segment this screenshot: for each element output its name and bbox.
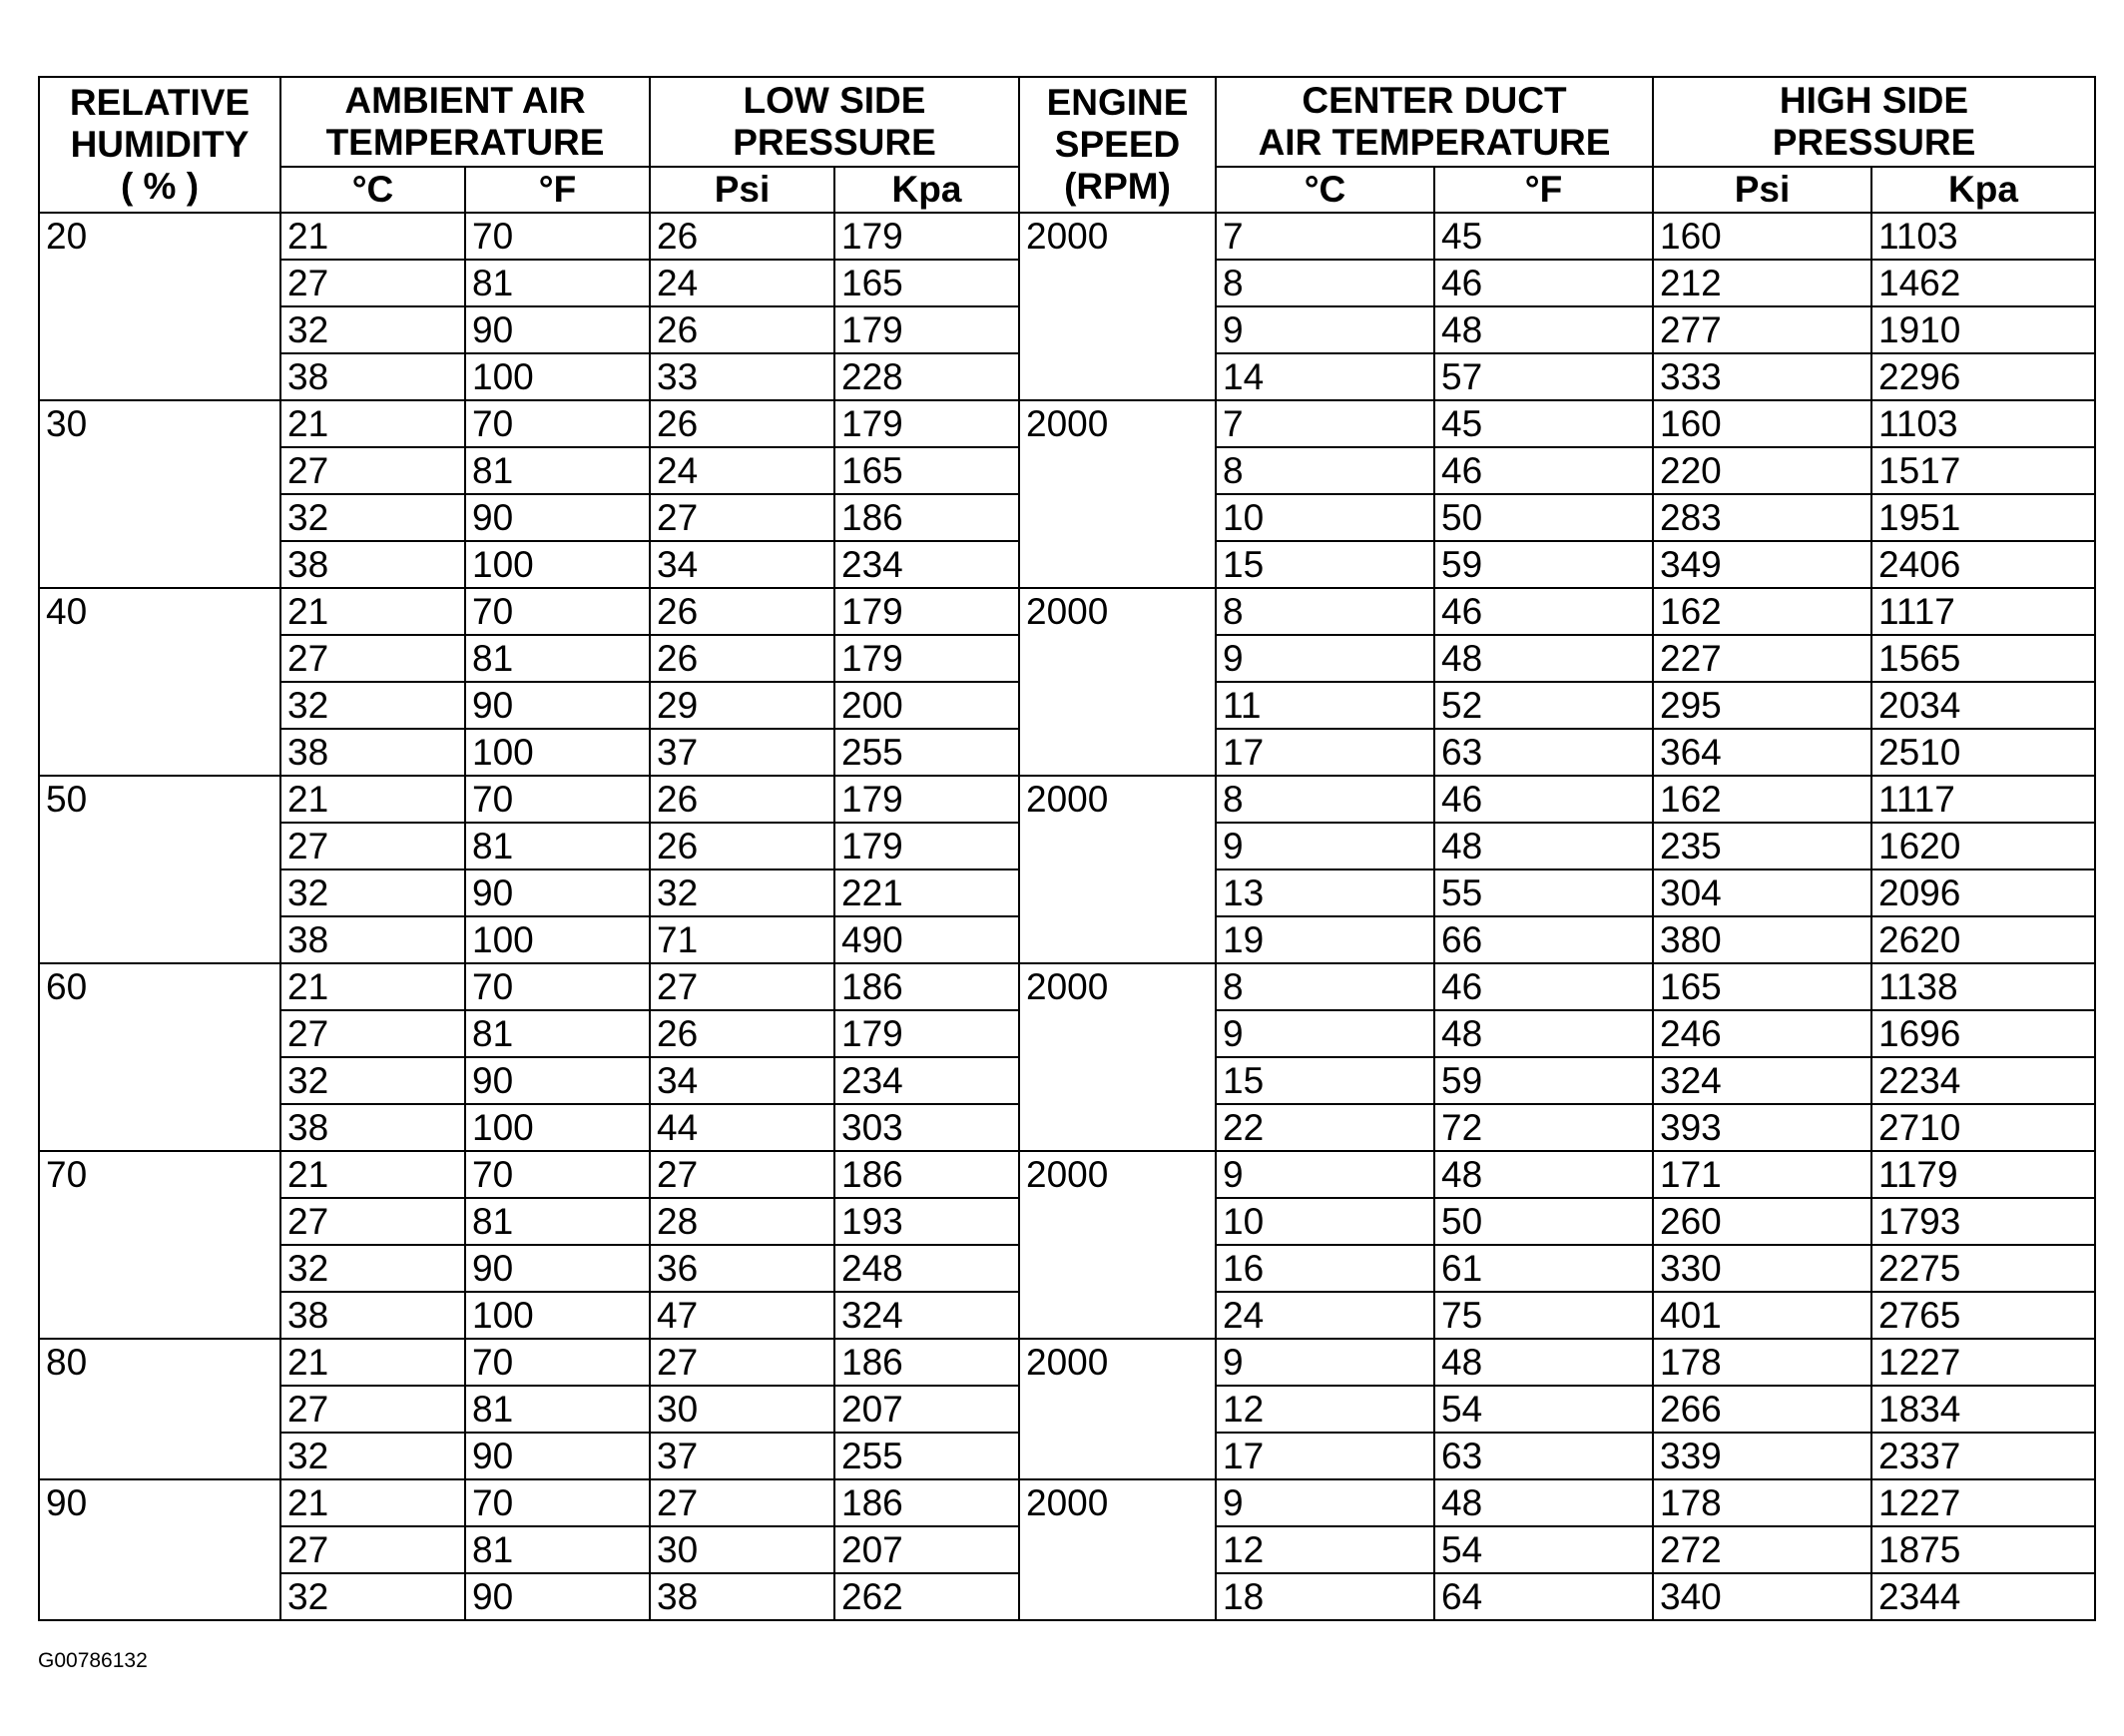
- high-side-psi-cell: 340: [1653, 1573, 1871, 1620]
- high-side-kpa-cell: 1227: [1871, 1339, 2095, 1386]
- high-side-psi-cell: 178: [1653, 1479, 1871, 1526]
- ambient-f-cell: 70: [465, 588, 650, 635]
- center-duct-c-cell: 12: [1216, 1386, 1434, 1433]
- high-side-kpa-cell: 1951: [1871, 494, 2095, 541]
- high-side-psi-cell: 235: [1653, 823, 1871, 869]
- ambient-c-cell: 38: [280, 353, 465, 400]
- humidity-cell: 20: [39, 213, 280, 400]
- center-duct-f-cell: 50: [1434, 494, 1653, 541]
- low-side-kpa-cell: 234: [834, 541, 1019, 588]
- center-duct-f-cell: 59: [1434, 541, 1653, 588]
- center-duct-f-cell: 48: [1434, 635, 1653, 682]
- ambient-c-cell: 21: [280, 213, 465, 260]
- high-side-kpa-cell: 1696: [1871, 1010, 2095, 1057]
- low-side-kpa-cell: 179: [834, 823, 1019, 869]
- ambient-c-cell: 27: [280, 447, 465, 494]
- center-duct-f-cell: 63: [1434, 729, 1653, 776]
- center-duct-c-cell: 8: [1216, 447, 1434, 494]
- ambient-c-cell: 38: [280, 916, 465, 963]
- ambient-f-cell: 70: [465, 1339, 650, 1386]
- high-side-kpa-cell: 1117: [1871, 776, 2095, 823]
- center-duct-f-cell: 52: [1434, 682, 1653, 729]
- low-side-psi-cell: 27: [650, 494, 834, 541]
- low-side-psi-cell: 26: [650, 400, 834, 447]
- ambient-f-cell: 70: [465, 776, 650, 823]
- ambient-f-cell: 90: [465, 494, 650, 541]
- ambient-c-cell: 21: [280, 1151, 465, 1198]
- ambient-c-cell: 32: [280, 1573, 465, 1620]
- low-side-psi-cell: 30: [650, 1526, 834, 1573]
- low-side-psi-cell: 24: [650, 260, 834, 306]
- high-side-kpa-cell: 1875: [1871, 1526, 2095, 1573]
- low-side-kpa-cell: 186: [834, 963, 1019, 1010]
- humidity-cell: 60: [39, 963, 280, 1151]
- center-duct-f-cell: 46: [1434, 447, 1653, 494]
- ambient-f-cell: 100: [465, 916, 650, 963]
- ambient-f-cell: 90: [465, 1057, 650, 1104]
- humidity-cell: 50: [39, 776, 280, 963]
- center-duct-c-cell: 9: [1216, 1151, 1434, 1198]
- low-side-kpa-cell: 186: [834, 1339, 1019, 1386]
- low-side-kpa-cell: 179: [834, 400, 1019, 447]
- low-side-psi-cell: 47: [650, 1292, 834, 1339]
- high-side-kpa-cell: 1103: [1871, 400, 2095, 447]
- ambient-f-cell: 90: [465, 1245, 650, 1292]
- center-duct-f-cell: 66: [1434, 916, 1653, 963]
- high-side-psi-cell: 220: [1653, 447, 1871, 494]
- high-side-kpa-cell: 2510: [1871, 729, 2095, 776]
- low-side-psi-cell: 27: [650, 1479, 834, 1526]
- center-duct-f-cell: 46: [1434, 963, 1653, 1010]
- ambient-f-cell: 90: [465, 869, 650, 916]
- center-duct-c-cell: 8: [1216, 963, 1434, 1010]
- low-side-kpa-cell: 303: [834, 1104, 1019, 1151]
- low-side-psi-cell: 26: [650, 635, 834, 682]
- low-side-kpa-cell: 221: [834, 869, 1019, 916]
- high-side-psi-cell: 339: [1653, 1433, 1871, 1479]
- ambient-c-cell: 32: [280, 682, 465, 729]
- ambient-c-cell: 27: [280, 260, 465, 306]
- ambient-c-cell: 32: [280, 494, 465, 541]
- center-duct-f-cell: 54: [1434, 1526, 1653, 1573]
- center-duct-f-cell: 46: [1434, 260, 1653, 306]
- low-side-kpa-cell: 165: [834, 260, 1019, 306]
- ambient-f-cell: 81: [465, 635, 650, 682]
- high-side-psi-cell: 393: [1653, 1104, 1871, 1151]
- low-side-kpa-cell: 234: [834, 1057, 1019, 1104]
- center-duct-c-cell: 9: [1216, 823, 1434, 869]
- ambient-f-cell: 70: [465, 213, 650, 260]
- center-duct-c-cell: 7: [1216, 400, 1434, 447]
- table-row: [39, 1151, 2095, 1198]
- low-side-kpa-cell: 179: [834, 588, 1019, 635]
- low-side-kpa-cell: 179: [834, 306, 1019, 353]
- relative-humidity-header: RELATIVE HUMIDITY ( % ): [39, 77, 280, 213]
- center-duct-c-cell: 19: [1216, 916, 1434, 963]
- low-side-psi-cell: 26: [650, 1010, 834, 1057]
- low-side-kpa-cell: 179: [834, 213, 1019, 260]
- low-side-kpa-cell: 207: [834, 1386, 1019, 1433]
- low-side-psi-cell: 27: [650, 963, 834, 1010]
- center-duct-f-cell: 48: [1434, 1479, 1653, 1526]
- center-duct-c-cell: 9: [1216, 1339, 1434, 1386]
- high-side-kpa-cell: 2344: [1871, 1573, 2095, 1620]
- low-side-kpa-cell: 165: [834, 447, 1019, 494]
- low-side-kpa-cell: 207: [834, 1526, 1019, 1573]
- center-duct-f-cell: 75: [1434, 1292, 1653, 1339]
- low-side-kpa-cell: 228: [834, 353, 1019, 400]
- low-side-psi-cell: 71: [650, 916, 834, 963]
- center-duct-f-cell: 48: [1434, 823, 1653, 869]
- center-duct-c-cell: 12: [1216, 1526, 1434, 1573]
- high-side-psi-cell: 171: [1653, 1151, 1871, 1198]
- low-side-kpa-cell: 248: [834, 1245, 1019, 1292]
- ambient-c-cell: 21: [280, 776, 465, 823]
- high-side-psi-cell: 277: [1653, 306, 1871, 353]
- table-row: [39, 400, 2095, 447]
- ambient-c-cell: 32: [280, 869, 465, 916]
- humidity-cell: 30: [39, 400, 280, 588]
- table-header: [39, 77, 2095, 213]
- high-side-kpa-unit: Kpa: [1871, 167, 2095, 213]
- center-duct-c-cell: 18: [1216, 1573, 1434, 1620]
- center-duct-f-cell: 48: [1434, 1151, 1653, 1198]
- low-side-kpa-cell: 186: [834, 1151, 1019, 1198]
- ambient-c-cell: 21: [280, 1339, 465, 1386]
- high-side-psi-cell: 272: [1653, 1526, 1871, 1573]
- figure-code: G00786132: [38, 1649, 148, 1672]
- ambient-f-cell: 90: [465, 1573, 650, 1620]
- low-side-kpa-cell: 186: [834, 1479, 1019, 1526]
- table-row: [39, 1479, 2095, 1526]
- ambient-f-cell: 70: [465, 1479, 650, 1526]
- low-side-kpa-cell: 255: [834, 1433, 1019, 1479]
- high-side-psi-cell: 380: [1653, 916, 1871, 963]
- center-duct-c-cell: 8: [1216, 588, 1434, 635]
- humidity-cell: 70: [39, 1151, 280, 1339]
- ambient-f-cell: 100: [465, 729, 650, 776]
- center-duct-f-cell: 48: [1434, 1010, 1653, 1057]
- high-side-psi-cell: 162: [1653, 776, 1871, 823]
- center-duct-f-cell: 48: [1434, 306, 1653, 353]
- high-side-kpa-cell: 2620: [1871, 916, 2095, 963]
- ambient-f-cell: 81: [465, 260, 650, 306]
- ambient-c-cell: 38: [280, 1104, 465, 1151]
- low-side-psi-cell: 26: [650, 213, 834, 260]
- humidity-cell: 40: [39, 588, 280, 776]
- center-duct-c-unit: °C: [1216, 167, 1434, 213]
- low-side-kpa-cell: 186: [834, 494, 1019, 541]
- center-duct-c-cell: 8: [1216, 260, 1434, 306]
- engine-speed-cell: 2000: [1019, 776, 1216, 963]
- low-side-psi-cell: 34: [650, 541, 834, 588]
- table-body: [39, 213, 2095, 1620]
- center-duct-c-cell: 9: [1216, 306, 1434, 353]
- engine-speed-cell: 2000: [1019, 1479, 1216, 1620]
- low-side-psi-cell: 26: [650, 823, 834, 869]
- ambient-f-cell: 100: [465, 541, 650, 588]
- center-duct-f-cell: 61: [1434, 1245, 1653, 1292]
- high-side-psi-cell: 295: [1653, 682, 1871, 729]
- ambient-f-cell: 90: [465, 306, 650, 353]
- center-duct-c-cell: 11: [1216, 682, 1434, 729]
- high-side-psi-cell: 283: [1653, 494, 1871, 541]
- center-duct-f-cell: 54: [1434, 1386, 1653, 1433]
- ambient-c-cell: 27: [280, 635, 465, 682]
- low-side-psi-cell: 27: [650, 1339, 834, 1386]
- ambient-c-cell: 27: [280, 1010, 465, 1057]
- low-side-kpa-unit: Kpa: [834, 167, 1019, 213]
- high-side-kpa-cell: 2765: [1871, 1292, 2095, 1339]
- ambient-c-cell: 21: [280, 588, 465, 635]
- table-row: [39, 1339, 2095, 1386]
- engine-speed-cell: 2000: [1019, 963, 1216, 1151]
- high-side-kpa-cell: 1565: [1871, 635, 2095, 682]
- ambient-f-cell: 81: [465, 1386, 650, 1433]
- low-side-psi-cell: 29: [650, 682, 834, 729]
- high-side-psi-cell: 178: [1653, 1339, 1871, 1386]
- ambient-c-cell: 38: [280, 729, 465, 776]
- ambient-c-cell: 27: [280, 823, 465, 869]
- high-side-psi-cell: 212: [1653, 260, 1871, 306]
- low-side-psi-cell: 26: [650, 306, 834, 353]
- ambient-f-cell: 81: [465, 1526, 650, 1573]
- high-side-psi-cell: 260: [1653, 1198, 1871, 1245]
- ambient-f-unit: °F: [465, 167, 650, 213]
- ambient-f-cell: 90: [465, 1433, 650, 1479]
- center-duct-c-cell: 9: [1216, 1479, 1434, 1526]
- table-row: [39, 776, 2095, 823]
- high-side-kpa-cell: 2296: [1871, 353, 2095, 400]
- center-duct-c-cell: 17: [1216, 729, 1434, 776]
- ac-performance-table: [38, 76, 2096, 1621]
- center-duct-c-cell: 24: [1216, 1292, 1434, 1339]
- low-side-kpa-cell: 179: [834, 1010, 1019, 1057]
- high-side-kpa-cell: 2234: [1871, 1057, 2095, 1104]
- engine-speed-cell: 2000: [1019, 213, 1216, 400]
- low-side-kpa-cell: 179: [834, 776, 1019, 823]
- ambient-c-cell: 27: [280, 1198, 465, 1245]
- high-side-psi-cell: 160: [1653, 400, 1871, 447]
- center-duct-f-cell: 72: [1434, 1104, 1653, 1151]
- low-side-kpa-cell: 200: [834, 682, 1019, 729]
- high-side-psi-cell: 324: [1653, 1057, 1871, 1104]
- low-side-psi-cell: 44: [650, 1104, 834, 1151]
- center-duct-f-cell: 64: [1434, 1573, 1653, 1620]
- high-side-psi-cell: 165: [1653, 963, 1871, 1010]
- low-side-psi-cell: 28: [650, 1198, 834, 1245]
- high-side-kpa-cell: 2337: [1871, 1433, 2095, 1479]
- humidity-cell: 90: [39, 1479, 280, 1620]
- high-side-psi-cell: 364: [1653, 729, 1871, 776]
- high-side-psi-cell: 162: [1653, 588, 1871, 635]
- center-duct-c-cell: 9: [1216, 1010, 1434, 1057]
- ambient-f-cell: 100: [465, 353, 650, 400]
- low-side-kpa-cell: 179: [834, 635, 1019, 682]
- high-side-kpa-cell: 1117: [1871, 588, 2095, 635]
- table-row: [39, 588, 2095, 635]
- center-duct-f-cell: 50: [1434, 1198, 1653, 1245]
- center-duct-f-cell: 59: [1434, 1057, 1653, 1104]
- center-duct-c-cell: 13: [1216, 869, 1434, 916]
- high-side-kpa-cell: 2275: [1871, 1245, 2095, 1292]
- high-side-kpa-cell: 2096: [1871, 869, 2095, 916]
- high-side-pressure-header: HIGH SIDE PRESSURE: [1653, 77, 2095, 167]
- high-side-kpa-cell: 1103: [1871, 213, 2095, 260]
- low-side-psi-cell: 36: [650, 1245, 834, 1292]
- center-duct-f-cell: 46: [1434, 588, 1653, 635]
- table-row: [39, 213, 2095, 260]
- low-side-psi-cell: 38: [650, 1573, 834, 1620]
- low-side-psi-cell: 27: [650, 1151, 834, 1198]
- ambient-c-cell: 32: [280, 1433, 465, 1479]
- center-duct-c-cell: 8: [1216, 776, 1434, 823]
- center-duct-c-cell: 14: [1216, 353, 1434, 400]
- high-side-kpa-cell: 1138: [1871, 963, 2095, 1010]
- ambient-f-cell: 90: [465, 682, 650, 729]
- ambient-f-cell: 70: [465, 400, 650, 447]
- center-duct-c-cell: 17: [1216, 1433, 1434, 1479]
- center-duct-f-cell: 45: [1434, 400, 1653, 447]
- high-side-psi-cell: 227: [1653, 635, 1871, 682]
- high-side-kpa-cell: 1793: [1871, 1198, 2095, 1245]
- ambient-c-cell: 21: [280, 400, 465, 447]
- ambient-c-cell: 21: [280, 1479, 465, 1526]
- low-side-psi-cell: 26: [650, 776, 834, 823]
- high-side-psi-cell: 333: [1653, 353, 1871, 400]
- ambient-f-cell: 81: [465, 447, 650, 494]
- high-side-psi-cell: 401: [1653, 1292, 1871, 1339]
- high-side-kpa-cell: 1462: [1871, 260, 2095, 306]
- center-duct-c-cell: 22: [1216, 1104, 1434, 1151]
- ambient-c-cell: 32: [280, 306, 465, 353]
- ambient-f-cell: 81: [465, 823, 650, 869]
- engine-speed-cell: 2000: [1019, 1151, 1216, 1339]
- center-duct-air-temperature-header: CENTER DUCT AIR TEMPERATURE: [1216, 77, 1653, 167]
- engine-speed-cell: 2000: [1019, 1339, 1216, 1479]
- high-side-psi-cell: 304: [1653, 869, 1871, 916]
- high-side-psi-cell: 160: [1653, 213, 1871, 260]
- ambient-f-cell: 70: [465, 1151, 650, 1198]
- high-side-kpa-cell: 2034: [1871, 682, 2095, 729]
- center-duct-f-cell: 55: [1434, 869, 1653, 916]
- low-side-psi-cell: 34: [650, 1057, 834, 1104]
- ambient-air-temperature-header: AMBIENT AIR TEMPERATURE: [280, 77, 650, 167]
- low-side-psi-cell: 37: [650, 729, 834, 776]
- ambient-c-cell: 21: [280, 963, 465, 1010]
- high-side-kpa-cell: 1834: [1871, 1386, 2095, 1433]
- ambient-f-cell: 81: [465, 1010, 650, 1057]
- high-side-psi-cell: 246: [1653, 1010, 1871, 1057]
- low-side-psi-cell: 32: [650, 869, 834, 916]
- high-side-psi-cell: 330: [1653, 1245, 1871, 1292]
- center-duct-c-cell: 16: [1216, 1245, 1434, 1292]
- table-row: [39, 963, 2095, 1010]
- center-duct-f-cell: 48: [1434, 1339, 1653, 1386]
- low-side-psi-unit: Psi: [650, 167, 834, 213]
- ambient-c-unit: °C: [280, 167, 465, 213]
- high-side-kpa-cell: 1517: [1871, 447, 2095, 494]
- high-side-kpa-cell: 1179: [1871, 1151, 2095, 1198]
- low-side-psi-cell: 33: [650, 353, 834, 400]
- ambient-f-cell: 100: [465, 1104, 650, 1151]
- low-side-psi-cell: 26: [650, 588, 834, 635]
- low-side-kpa-cell: 262: [834, 1573, 1019, 1620]
- engine-speed-cell: 2000: [1019, 588, 1216, 776]
- center-duct-c-cell: 10: [1216, 1198, 1434, 1245]
- ambient-c-cell: 32: [280, 1057, 465, 1104]
- low-side-pressure-header: LOW SIDE PRESSURE: [650, 77, 1019, 167]
- center-duct-c-cell: 15: [1216, 541, 1434, 588]
- low-side-kpa-cell: 255: [834, 729, 1019, 776]
- high-side-kpa-cell: 1910: [1871, 306, 2095, 353]
- center-duct-c-cell: 15: [1216, 1057, 1434, 1104]
- ambient-f-cell: 81: [465, 1198, 650, 1245]
- engine-speed-cell: 2000: [1019, 400, 1216, 588]
- high-side-kpa-cell: 2406: [1871, 541, 2095, 588]
- low-side-psi-cell: 30: [650, 1386, 834, 1433]
- high-side-psi-cell: 349: [1653, 541, 1871, 588]
- center-duct-f-cell: 57: [1434, 353, 1653, 400]
- high-side-psi-unit: Psi: [1653, 167, 1871, 213]
- high-side-kpa-cell: 2710: [1871, 1104, 2095, 1151]
- high-side-psi-cell: 266: [1653, 1386, 1871, 1433]
- ambient-c-cell: 38: [280, 541, 465, 588]
- center-duct-f-cell: 46: [1434, 776, 1653, 823]
- center-duct-f-cell: 63: [1434, 1433, 1653, 1479]
- engine-speed-header: ENGINE SPEED (RPM): [1019, 77, 1216, 213]
- low-side-psi-cell: 24: [650, 447, 834, 494]
- center-duct-c-cell: 7: [1216, 213, 1434, 260]
- center-duct-f-unit: °F: [1434, 167, 1653, 213]
- low-side-kpa-cell: 324: [834, 1292, 1019, 1339]
- ambient-c-cell: 27: [280, 1526, 465, 1573]
- ambient-c-cell: 27: [280, 1386, 465, 1433]
- low-side-kpa-cell: 193: [834, 1198, 1019, 1245]
- high-side-kpa-cell: 1620: [1871, 823, 2095, 869]
- ambient-c-cell: 32: [280, 1245, 465, 1292]
- center-duct-f-cell: 45: [1434, 213, 1653, 260]
- ambient-c-cell: 38: [280, 1292, 465, 1339]
- center-duct-c-cell: 10: [1216, 494, 1434, 541]
- ambient-f-cell: 70: [465, 963, 650, 1010]
- low-side-kpa-cell: 490: [834, 916, 1019, 963]
- center-duct-c-cell: 9: [1216, 635, 1434, 682]
- ambient-f-cell: 100: [465, 1292, 650, 1339]
- humidity-cell: 80: [39, 1339, 280, 1479]
- low-side-psi-cell: 37: [650, 1433, 834, 1479]
- high-side-kpa-cell: 1227: [1871, 1479, 2095, 1526]
